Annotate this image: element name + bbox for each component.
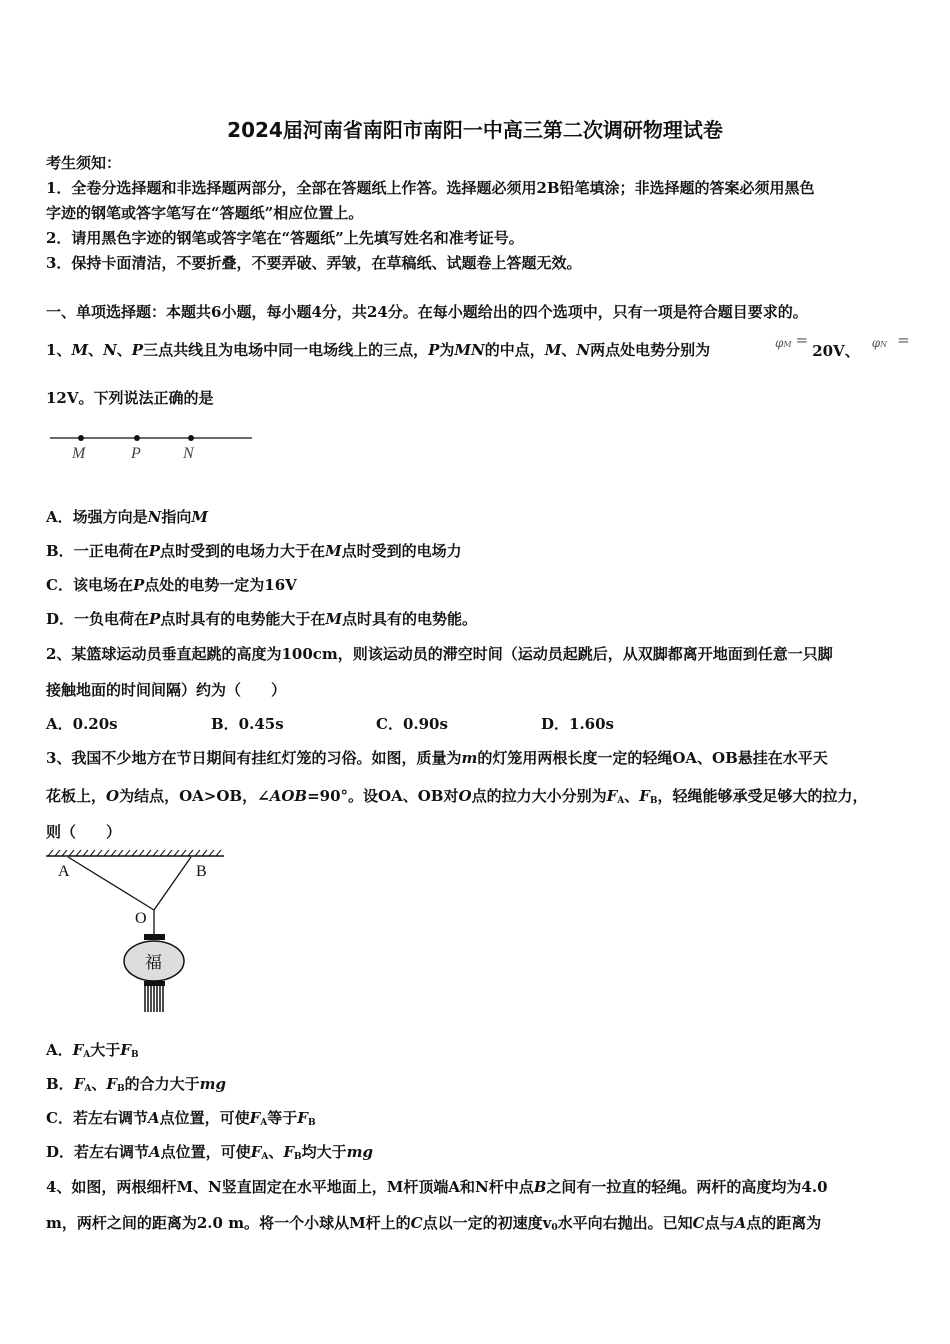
point-p: [134, 435, 140, 441]
page-title: 2024届河南省南阳市南阳一中高三第二次调研物理试卷: [227, 118, 723, 142]
notice-line-1b: 字迹的钢笔或答字笔写在“答题纸”相应位置上。: [46, 204, 364, 222]
q2-line-2: 接触地面的时间间隔）约为（ ）: [46, 681, 287, 699]
q3-option-a: A．$F_A$大于$F_B$: [46, 1041, 139, 1060]
q4-line-2: m，两杆之间的距离为2.0 m。将一个小球从M杆上的C点以一定的初速度$v_0$水平向右抛出。已知C点与A点的距离为: [46, 1214, 822, 1233]
q1-line-1: 1、M、N、P三点共线且为电场中同一电场线上的三点，P为MN的中点，M、N两点处电势分别为: [46, 341, 711, 359]
notice-heading: 考生须知：: [46, 154, 122, 172]
q2-option-a: A．0.20s: [46, 715, 118, 733]
q1-field-line-figure: [50, 428, 255, 468]
q1-option-c: C．该电场在P点处的电势一定为16V: [46, 576, 297, 594]
label-a: A: [58, 863, 70, 880]
lantern-character: 福: [145, 953, 162, 972]
q3-option-c: C．若左右调节A点位置，可使$F_A$等于$F_B$: [46, 1109, 316, 1128]
q3-line-3: 则（ ）: [46, 823, 122, 841]
point-m: [78, 435, 84, 441]
notice-line-2: 2．请用黑色字迹的钢笔或答字笔在“答题纸”上先填写姓名和准考证号。: [46, 229, 524, 247]
q3-option-d: D．若左右调节A点位置，可使$F_A$、$F_B$均大于mg: [46, 1143, 373, 1162]
label-m: M: [72, 445, 86, 462]
lantern-base: [144, 981, 165, 986]
label-b: B: [196, 863, 207, 880]
q2-line-1: 2、某篮球运动员垂直起跳的高度为100cm，则该运动员的滞空时间（运动员起跳后，从双脚都离开地面到任意一只脚: [46, 645, 833, 663]
q1-potential-values: φM =20V、 φN =: [775, 331, 910, 360]
rope-ob: [154, 857, 191, 910]
notice-line-3: 3．保持卡面清洁，不要折叠，不要弄破、弄皱，在草稿纸、试题卷上答题无效。: [46, 254, 582, 272]
label-n: N: [183, 445, 194, 462]
q4-line-1: 4、如图，两根细杆M、N竖直固定在水平地面上，M杆顶端A和N杆中点B之间有一拉直的轻绳。两杆的高度均为4.0: [46, 1178, 828, 1196]
label-o: O: [135, 910, 147, 927]
q1-option-a: A．场强方向是N指向M: [46, 508, 208, 526]
lantern-cap: [144, 934, 165, 940]
q1-option-b: B．一正电荷在P点时受到的电场力大于在M点时受到的电场力: [46, 542, 462, 560]
section-1-heading: 一、单项选择题：本题共6小题，每小题4分，共24分。在每小题给出的四个选项中，只有一项是符合题目要求的。: [46, 303, 808, 321]
rope-oa: [68, 857, 154, 910]
q1-line-2: 12V。下列说法正确的是: [46, 389, 214, 407]
q2-option-b: B．0.45s: [211, 715, 284, 733]
lantern-tassel: [145, 986, 163, 1012]
q3-lantern-figure: [44, 850, 229, 1015]
q1-option-d: D．一负电荷在P点时具有的电势能大于在M点时具有的电势能。: [46, 610, 477, 628]
ceiling-hatch: [48, 850, 221, 856]
q3-option-b: B．$F_A$、$F_B$的合力大于mg: [46, 1075, 226, 1094]
point-n: [188, 435, 194, 441]
label-p: P: [131, 445, 141, 462]
q2-option-d: D．1.60s: [541, 715, 614, 733]
q3-line-1: 3、我国不少地方在节日期间有挂红灯笼的习俗。如图，质量为m的灯笼用两根长度一定的轻绳OA、OB悬挂在水平天: [46, 749, 828, 767]
q2-option-c: C．0.90s: [376, 715, 448, 733]
notice-line-1: 1．全卷分选择题和非选择题两部分，全部在答题纸上作答。选择题必须用2B铅笔填涂；非选择题的答案必须用黑色: [46, 179, 815, 197]
q3-line-2: 花板上，O为结点，OA>OB，∠AOB=90°。设OA、OB对O点的拉力大小分别为$F_A$、$F_B$，轻绳能够承受足够大的拉力，: [46, 787, 868, 806]
